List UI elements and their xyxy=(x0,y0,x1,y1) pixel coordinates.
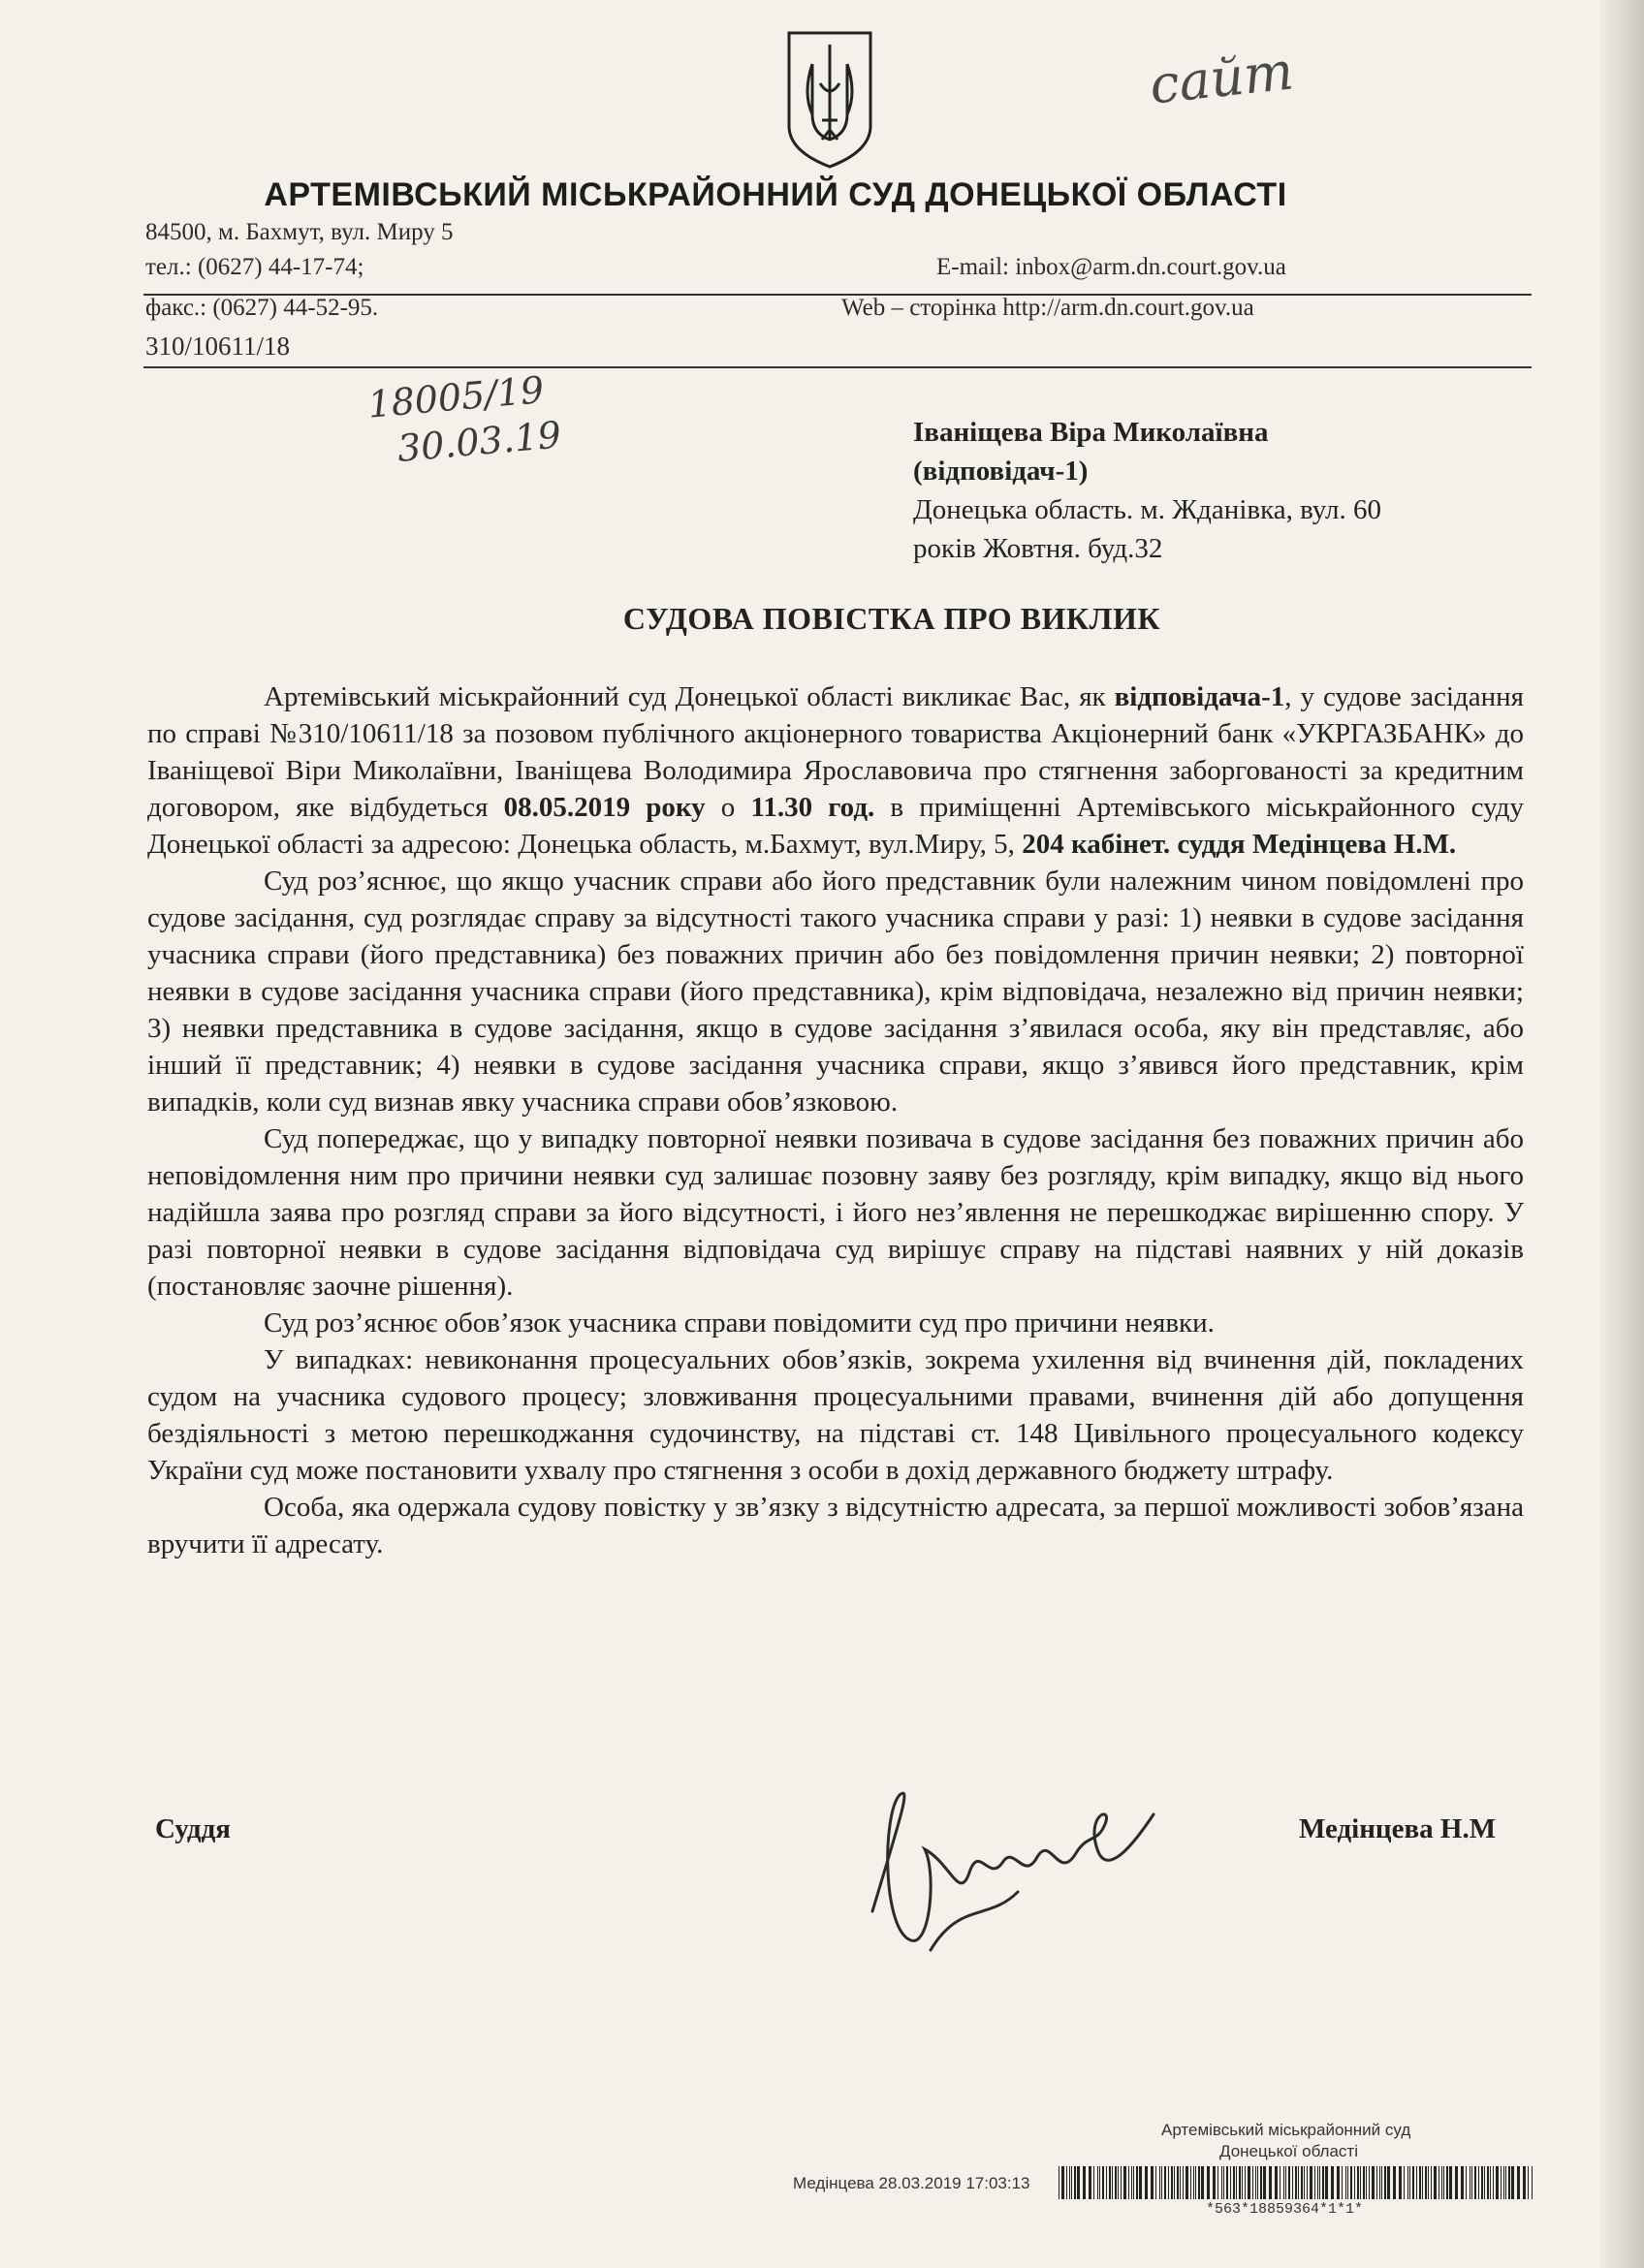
barcode-bar xyxy=(1099,2166,1100,2199)
court-email: E-mail: inbox@arm.dn.court.gov.ua xyxy=(936,254,1286,280)
svg-text:30.03.19: 30.03.19 xyxy=(395,413,563,471)
recipient-name: Іваніщева Віра Миколаївна xyxy=(913,417,1269,448)
barcode-bar xyxy=(1133,2166,1134,2199)
barcode-bar xyxy=(1487,2166,1489,2199)
barcode-bar xyxy=(1449,2166,1452,2199)
svg-text:сайт: сайт xyxy=(1147,40,1297,116)
barcode-bar xyxy=(1139,2166,1142,2199)
barcode-bar xyxy=(1155,2166,1156,2199)
paragraph-notify-duty: Суд роз’яснює обов’язок учасника справи повідомити суд про причини неявки. xyxy=(264,1307,1215,1339)
paragraph-warning: Суд попереджає, що у випадку повторної неявки позивача в судове засідання без поважних причин або неповідомлення ним про причини неявки суд залишає позовну заяву без розгляду, крім випадку, якщо від нього надійшла заява про розгляд справи за його відсутності, і його нез’явлення не перешкоджає вирішенню спору. У разі повторної неявки в судове засідання відповідача суд вирішує справу на підставі наявних у ній доказів (постановляє заочне рішення). xyxy=(147,1123,1524,1302)
handwritten-corner-note xyxy=(1144,35,1318,122)
stamp-court-name: Артемівський міськрайонний суд xyxy=(1161,2121,1411,2139)
court-address: 84500, м. Бахмут, вул. Миру 5 xyxy=(145,219,454,245)
barcode-bar xyxy=(1123,2166,1126,2199)
barcode-bar xyxy=(1314,2166,1315,2199)
barcode-bar xyxy=(1428,2166,1429,2199)
barcode-bar xyxy=(1183,2166,1184,2199)
document-title: СУДОВА ПОВІСТКА ПРО ВИКЛИК xyxy=(622,601,1161,636)
barcode-bar xyxy=(1474,2166,1476,2199)
barcode-bar xyxy=(1484,2166,1485,2199)
barcode-bar xyxy=(1381,2166,1382,2199)
barcode-bar xyxy=(1304,2166,1305,2199)
case-reference-number: 310/10611/18 xyxy=(145,331,291,361)
barcode-bar xyxy=(1177,2166,1179,2199)
barcode-bar xyxy=(1471,2166,1472,2199)
barcode-bar xyxy=(1236,2166,1237,2199)
barcode-bar xyxy=(1481,2166,1483,2199)
barcode-bar xyxy=(1061,2166,1064,2199)
barcode-bar xyxy=(1337,2166,1340,2199)
barcode-bar xyxy=(1317,2166,1318,2199)
barcode-bar xyxy=(1412,2166,1414,2199)
barcode-bar xyxy=(1379,2166,1380,2199)
barcode-bar xyxy=(1118,2166,1119,2199)
barcode-bar xyxy=(1089,2166,1091,2199)
barcode-bar xyxy=(1245,2166,1246,2199)
paragraph-summons: Артемівський міськрайонний суд Донецької області викликає Вас, як відповідача-1, у судове засідання по справі №310/10611/18 за позовом публічного акціонерного товариства Акціонерний банк «УКРГАЗБАНК» до Іваніщевої Віри Миколаївни, Іваніщева Володимира Ярославовича про стягнення заборгованості за кредитним договором, яке відбудеться 08.05.2019 року о 11.30 год. в приміщенні Артемівського міськрайонного суду Донецької області за адресою: Донецька область, м.Бахмут, вул.Миру, 5, 204 кабінет. суддя Медінцева Н.М. xyxy=(147,681,1524,860)
barcode-bar xyxy=(1443,2166,1444,2199)
barcode-bar xyxy=(1387,2166,1390,2199)
barcode-bar xyxy=(1496,2166,1499,2199)
barcode-bar xyxy=(1263,2166,1266,2199)
barcode-bar xyxy=(1174,2166,1175,2199)
barcode-bar xyxy=(1093,2166,1094,2199)
paragraph-delivery: Особа, яка одержала судову повістку у зв’язку з відсутністю адресата, за першої можливості зобов’язана вручити її адресату. xyxy=(147,1492,1524,1559)
barcode-bar xyxy=(1226,2166,1228,2199)
barcode-bar xyxy=(1136,2166,1138,2199)
barcode-bar xyxy=(1310,2166,1312,2199)
barcode-bar xyxy=(1508,2166,1510,2199)
barcode-bar xyxy=(1069,2166,1070,2199)
paragraph-absence-rules: Суд роз’яснює, що якщо учасник справи або його представник були належним чином повідомлені про судове засідання, суд розглядає справу за відсутності такого учасника справи у разі: 1) неявки в судове засідання учасника справи (його представника) без поважних причин або без повідомлення причин неявки; 2) повторної неявки в судове засідання учасника справи (його представника), крім відповідача, незалежно від причин неявки; 3) неявки представника в судове засідання, якщо в судове засідання з’явилася особа, яку він представляє, або інший її представник; 4) неявки в судове засідання учасника справи, якщо з’явився його представник, крім випадків, коли суд визнав явку учасника справи обов’язковою. xyxy=(147,866,1524,1118)
barcode-bar xyxy=(1201,2166,1204,2199)
barcode-bar xyxy=(1301,2166,1303,2199)
barcode-bar xyxy=(1347,2166,1348,2199)
header-divider-bottom xyxy=(143,366,1532,368)
court-fax: факс.: (0627) 44-52-95. xyxy=(145,295,379,321)
barcode-bar xyxy=(1164,2166,1166,2199)
barcode-bar xyxy=(1275,2166,1278,2199)
barcode-bar xyxy=(1501,2166,1502,2199)
barcode-bar xyxy=(1366,2166,1367,2199)
barcode-bar xyxy=(1074,2166,1076,2199)
barcode-bar xyxy=(1109,2166,1111,2199)
barcode-bar xyxy=(1523,2166,1526,2199)
barcode-bar xyxy=(1171,2166,1173,2199)
barcode-bar xyxy=(1416,2166,1417,2199)
recipient-address-line2: років Жовтня. буд.32 xyxy=(913,533,1163,564)
barcode-bar xyxy=(1102,2166,1104,2199)
barcode-bar xyxy=(1071,2166,1072,2199)
barcode-bar xyxy=(1407,2166,1408,2199)
barcode-bar xyxy=(1441,2166,1442,2199)
barcode-bar xyxy=(1376,2166,1377,2199)
barcode-bar xyxy=(1384,2166,1386,2199)
svg-text:18005/19: 18005/19 xyxy=(365,367,546,426)
barcode-bar xyxy=(1242,2166,1243,2199)
barcode-bar xyxy=(1145,2166,1148,2199)
barcode-bar xyxy=(1363,2166,1365,2199)
barcode-bar xyxy=(1528,2166,1529,2199)
barcode-bar xyxy=(1369,2166,1370,2199)
barcode-bar xyxy=(1168,2166,1169,2199)
barcode-bar xyxy=(1239,2166,1241,2199)
barcode-bar xyxy=(1422,2166,1423,2199)
barcode-bar xyxy=(1342,2166,1343,2199)
barcode-bar xyxy=(1230,2166,1231,2199)
barcode-bar xyxy=(1409,2166,1410,2199)
court-web: Web – сторінка http://arm.dn.court.gov.ua xyxy=(841,295,1254,321)
barcode-bar xyxy=(1190,2166,1191,2199)
barcode-bar xyxy=(1097,2166,1098,2199)
barcode-bar xyxy=(1207,2166,1210,2199)
barcode-bar xyxy=(1066,2166,1067,2199)
barcode-bar xyxy=(1285,2166,1286,2199)
barcode-bar xyxy=(1493,2166,1494,2199)
court-name-heading: АРТЕМІВСЬКИЙ МІСЬКРАЙОННИЙ СУД ДОНЕЦЬКОЇ ОБЛАСТІ xyxy=(264,176,1287,213)
barcode-bar xyxy=(1425,2166,1427,2199)
barcode-bar xyxy=(1511,2166,1514,2199)
barcode-bar xyxy=(1186,2166,1188,2199)
barcode-bar xyxy=(1372,2166,1375,2199)
stamp-registration-meta: Медінцева 28.03.2019 17:03:13 xyxy=(793,2174,1030,2192)
barcode-bar xyxy=(1354,2166,1355,2199)
barcode-bar xyxy=(1438,2166,1439,2199)
document-body xyxy=(147,678,1524,1562)
handwritten-registration-note xyxy=(359,366,572,473)
barcode-bar xyxy=(1319,2166,1320,2199)
barcode-bar xyxy=(1233,2166,1235,2199)
barcode-bar xyxy=(1325,2166,1328,2199)
barcode-bar xyxy=(1121,2166,1122,2199)
barcode-bar xyxy=(1503,2166,1504,2199)
stamp-court-region: Донецької області xyxy=(1219,2142,1358,2160)
court-phone: тел.: (0627) 44-17-74; xyxy=(145,254,364,280)
barcode-bar xyxy=(1345,2166,1346,2199)
barcode-bar xyxy=(1131,2166,1132,2199)
barcode-bar xyxy=(1159,2166,1160,2199)
judge-name: Медінцева Н.М xyxy=(1299,1813,1497,1844)
barcode-bar xyxy=(1223,2166,1224,2199)
barcode-bar xyxy=(1331,2166,1334,2199)
barcode-bar xyxy=(1466,2166,1467,2199)
barcode-bar xyxy=(1161,2166,1162,2199)
judge-signature xyxy=(843,1756,1192,1969)
barcode-bar xyxy=(1434,2166,1437,2199)
barcode-bar xyxy=(1307,2166,1308,2199)
barcode-bar xyxy=(1446,2166,1448,2199)
barcode-bar xyxy=(1269,2166,1272,2199)
barcode-bar xyxy=(1360,2166,1361,2199)
barcode-bar xyxy=(1322,2166,1324,2199)
barcode-bar xyxy=(1532,2166,1533,2199)
barcode-bar xyxy=(1505,2166,1506,2199)
barcode-bar xyxy=(1298,2166,1299,2199)
barcode-bar xyxy=(1260,2166,1262,2199)
barcode-bar xyxy=(1517,2166,1520,2199)
document-barcode xyxy=(1059,2166,1535,2199)
barcode-bar xyxy=(1288,2166,1290,2199)
barcode-number: *563*18859364*1*1* xyxy=(1206,2201,1364,2218)
barcode-bar xyxy=(1217,2166,1218,2199)
recipient-address-line1: Донецька область. м. Жданівка, вул. 60 xyxy=(913,494,1381,525)
barcode-bar xyxy=(1077,2166,1080,2199)
barcode-bar xyxy=(1255,2166,1256,2199)
barcode-bar xyxy=(1461,2166,1464,2199)
barcode-bar xyxy=(1180,2166,1181,2199)
barcode-bar xyxy=(1283,2166,1284,2199)
barcode-bar xyxy=(1151,2166,1154,2199)
barcode-bar xyxy=(1252,2166,1253,2199)
barcode-bar xyxy=(1478,2166,1479,2199)
barcode-bar xyxy=(1419,2166,1421,2199)
barcode-bar xyxy=(1198,2166,1200,2199)
barcode-bar xyxy=(1295,2166,1297,2199)
barcode-bar xyxy=(1404,2166,1405,2199)
barcode-bar xyxy=(1221,2166,1222,2199)
judge-role-label: Суддя xyxy=(155,1813,231,1844)
barcode-bar xyxy=(1257,2166,1258,2199)
coat-of-arms-emblem xyxy=(783,25,876,171)
barcode-bar xyxy=(1112,2166,1113,2199)
barcode-bar xyxy=(1350,2166,1352,2199)
barcode-bar xyxy=(1193,2166,1194,2199)
barcode-bar xyxy=(1128,2166,1129,2199)
barcode-bar xyxy=(1292,2166,1293,2199)
recipient-block xyxy=(913,413,1381,568)
barcode-bar xyxy=(1106,2166,1107,2199)
barcode-bar xyxy=(1248,2166,1250,2199)
barcode-bar xyxy=(1455,2166,1458,2199)
barcode-bar xyxy=(1115,2166,1117,2199)
barcode-bar xyxy=(1490,2166,1491,2199)
barcode-bar xyxy=(1083,2166,1086,2199)
barcode-bar xyxy=(1431,2166,1432,2199)
paragraph-fine: У випадках: невиконання процесуальних обов’язків, зокрема ухилення від вчинення дій, покладених судом на учасника судового процесу; зловживання процесуальними правами, вчинення дій або допущення бездіяльності з метою перешкоджання судочинству, на підставі ст. 148 Цивільного процесуального кодексу України суд може постановити ухвалу про стягнення з особи в дохід державного бюджету штрафу. xyxy=(147,1344,1524,1486)
barcode-bar xyxy=(1213,2166,1216,2199)
barcode-bar xyxy=(1195,2166,1196,2199)
barcode-bar xyxy=(1357,2166,1359,2199)
barcode-bar xyxy=(1399,2166,1402,2199)
recipient-role: (відповідач-1) xyxy=(913,456,1089,487)
barcode-bar xyxy=(1393,2166,1396,2199)
